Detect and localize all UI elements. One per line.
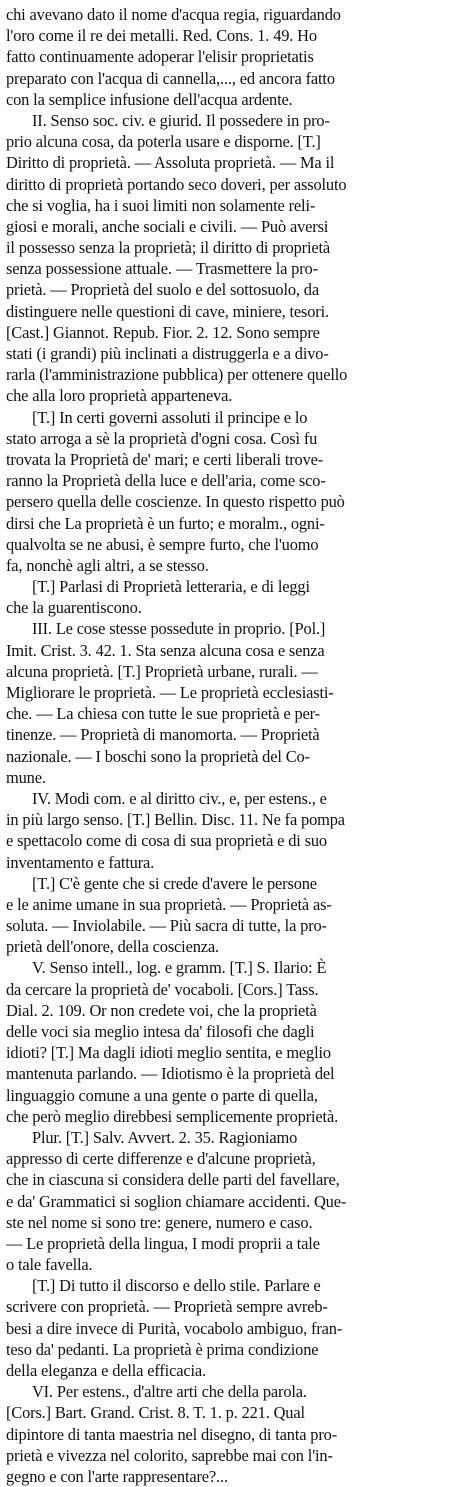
text-line: dipintore di tanta maestria nel disegno, di tanta pro- [6,1424,337,1444]
text-line: delle voci sia meglio intesa da' filosofi che dagli [6,1022,315,1041]
text-line: prio alcuna cosa, da poterla usare e disporne. [T.] [6,132,321,152]
text-line: [Cors.] Bart. Grand. Crist. 8. T. 1. p. 221. Qual [6,1403,305,1423]
text-line: [T.] Di tutto il discorso e dello stile. Parlare e [32,1276,321,1296]
text-line: che si voglia, ha i suoi limiti non solamente reli- [6,195,316,215]
text-line: qualvolta se ne abusi, è sempre furto, che l'uomo [6,534,319,554]
text-line: giosi e morali, anche sociali e civili. — Può aversi [6,216,329,236]
text-line: con la semplice infusione dell'acqua ardente. [6,89,293,109]
text-line: mune. [6,767,46,787]
text-line: che la guarentiscono. [6,598,142,618]
text-line: in più largo senso. [T.] Bellin. Disc. 11. Ne fa pompa [6,810,345,830]
text-line: e le anime umane in sua proprietà. — Proprietà as- [6,894,332,914]
text-line: prietà e vivezza nel colorito, saprebbe mai con l'in- [6,1445,333,1465]
section-heading-line: III. Le cose stesse possedute in proprio. [Pol.] [32,619,326,639]
text-line: preparato con l'acqua di cannella,..., ed ancora fatto [6,68,335,88]
text-line: [T.] Parlasi di Proprietà letteraria, e di leggi [32,577,310,597]
text-line: che alla loro proprietà apparteneva. [6,386,233,406]
text-line: — Le proprietà della lingua, I modi proprii a tale [6,1233,320,1253]
text-line: idioti? [T.] Ma dagli idioti meglio sentita, e meglio [6,1043,331,1063]
text-line: dirsi che La proprietà è un furto; e moralm., ogni- [6,513,325,533]
text-line: che in ciascuna si considera delle parti del favellare, [6,1170,340,1190]
text-line: e da' Grammatici si soglion chiamare accidenti. Que- [6,1191,347,1211]
text-line: distinguere nelle questioni di cave, miniere, tesori. [6,301,329,321]
text-line: [T.] C'è gente che si crede d'avere le persone [32,873,317,893]
text-line: tinenze. — Proprietà di manomorta. — Proprietà [6,725,320,745]
text-line: della eleganza e della efficacia. [6,1361,206,1380]
text-line: Dial. 2. 109. Or non credete voi, che la proprietà [6,1000,317,1020]
text-line: stati (i grandi) più inclinati a distruggerla e a divo- [6,344,329,363]
text-line: fatto continuamente adoperar l'elisir proprietatis [6,47,314,67]
text-line: prietà dell'onore, della coscienza. [6,937,219,957]
text-line: che però meglio direbbesi semplicemente proprietà. [6,1106,339,1126]
text-line: mantenuta parlando. — Idiotismo è la proprietà del [6,1064,335,1084]
text-line: l'oro come il re dei metalli. Red. Cons. 1. 49. Ho [6,26,317,46]
text-line: trovata la Proprietà de' mari; e certi liberali trove- [6,449,324,469]
section-heading-line: IV. Modi com. e al diritto civ., e, per estens., e [32,788,327,808]
section-heading-line: VI. Per estens., d'altre arti che della parola. [32,1382,307,1402]
text-line: [T.] In certi governi assoluti il principe e lo [32,407,308,427]
text-line: nazionale. — I boschi sono la proprietà del Co- [6,746,310,766]
text-line: Diritto di proprietà. — Assoluta proprietà. — Ma il [6,153,335,173]
text-line: stato arroga a sè la proprietà d'ogni cosa. Così fu [6,428,318,448]
text-line: ranno la Proprietà della luce e dell'aria, come sco- [6,471,326,491]
text-line: soluta. — Inviolabile. — Più sacra di tutte, la pro- [6,916,327,936]
section-heading-line: V. Senso intell., log. e gramm. [T.] S. Ilario: È [32,958,327,978]
text-line: alcuna proprietà. [T.] Proprietà urbane, rurali. — [6,661,318,681]
text-line: e spettacolo come di cosa di sua proprietà e di suo [6,831,327,851]
text-line: che. — La chiesa con tutte le sue proprietà e per- [6,704,320,724]
text-line: teso da' pedanti. La proprietà è prima condizione [6,1339,319,1359]
text-line: [Cast.] Giannot. Repub. Fior. 2. 12. Sono sempre [6,322,320,342]
text-line: o tale favella. [6,1255,93,1275]
text-line: scrivere con proprietà. — Proprietà sempre avreb- [6,1297,328,1317]
text-line: chi avevano dato il nome d'acqua regia, riguardando [6,5,341,24]
text-line: Imit. Crist. 3. 42. 1. Sta senza alcuna cosa e senza [6,640,325,660]
text-line: persero quella delle coscienze. In questo rispetto può [6,492,345,512]
text-line: senza possessione attuale. — Trasmettere la pro- [6,259,318,279]
text-line: inventamento e fattura. [6,852,155,872]
text-line: rarla (l'amministrazione pubblica) per ottenere quello [6,365,348,385]
section-heading-line: II. Senso soc. civ. e giurid. Il possedere in pro- [32,110,330,130]
text-line: Plur. [T.] Salv. Avvert. 2. 35. Ragioniamo [32,1127,298,1147]
text-line: il possesso senza la proprietà; il diritto di proprietà [6,238,331,258]
text-line: appresso di certe differenze e d'alcune proprietà, [6,1149,316,1169]
text-line: da cercare la proprietà de' vocaboli. [Cors.] Tass. [6,979,319,999]
text-line: ste nel nome si sono tre: genere, numero e caso. [6,1212,313,1232]
text-line: Migliorare le proprietà. — Le proprietà ecclesiasti- [6,683,334,702]
text-line: besi a dire invece di Purità, vocabolo ambiguo, fran- [6,1318,343,1338]
text-line: gegno e con l'arte rappresentare?... [6,1466,228,1486]
text-line: linguaggio comune a una gente o parte di quella, [6,1085,318,1105]
text-line: prietà. — Proprietà del suolo e del sottosuolo, da [6,280,319,300]
text-line: fa, nonchè agli altri, a se stesso. [6,555,209,575]
text-line: diritto di proprietà portando seco doveri, per assoluto [6,174,347,194]
